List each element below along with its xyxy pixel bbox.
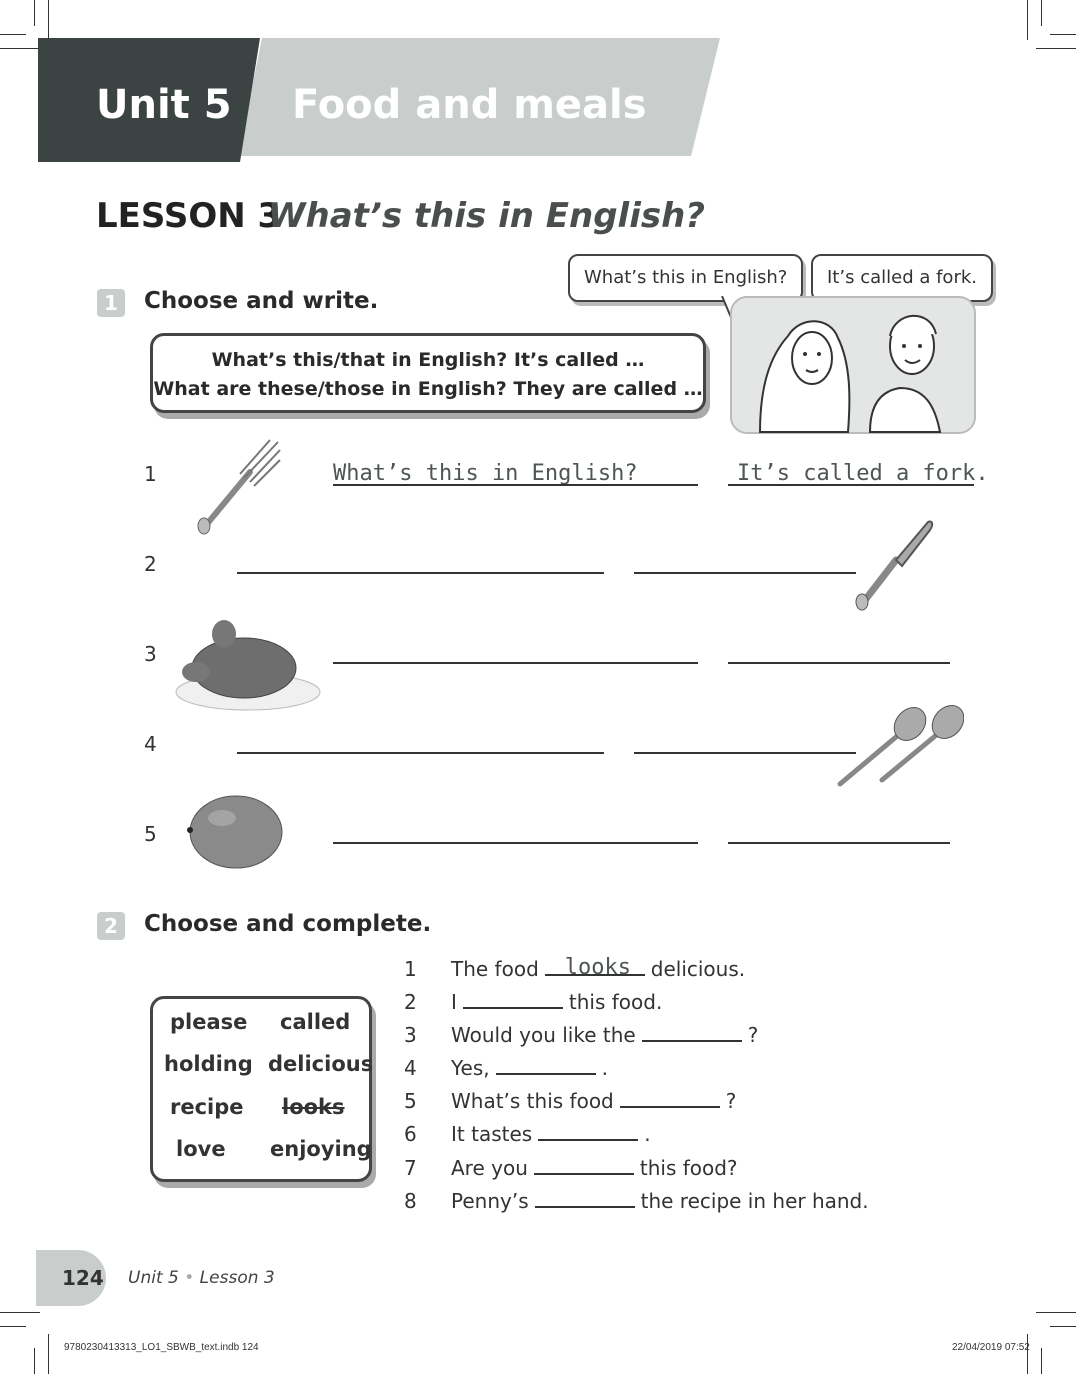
row-number: 2	[144, 552, 157, 576]
answer-line[interactable]	[333, 662, 698, 664]
sentence-2: I this food.	[451, 990, 663, 1014]
roast-chicken-icon	[168, 614, 322, 714]
blank-field[interactable]: looks	[545, 960, 645, 976]
lesson-title: What’s this in English?	[268, 196, 706, 236]
row-number: 3	[144, 642, 157, 666]
answer-line[interactable]	[333, 842, 698, 844]
blank-field[interactable]	[642, 1026, 742, 1042]
word-item: enjoying	[270, 1137, 372, 1161]
row-number: 1	[144, 462, 157, 486]
blank-field[interactable]	[496, 1059, 596, 1075]
blank-field[interactable]	[538, 1125, 638, 1141]
answer-line[interactable]	[728, 484, 974, 486]
phrase-box	[150, 333, 706, 413]
word-item: love	[176, 1137, 226, 1161]
unit-label: Unit 5	[96, 82, 232, 128]
word-item: holding	[164, 1052, 253, 1076]
crop-mark	[1041, 1348, 1042, 1374]
exercise-number: 1	[97, 289, 125, 317]
crop-mark	[1050, 34, 1076, 35]
word-item-crossed: looks	[282, 1095, 345, 1119]
blank-field[interactable]	[535, 1192, 635, 1208]
crop-mark	[1036, 48, 1076, 49]
answer-line[interactable]	[333, 484, 698, 486]
crop-mark	[48, 0, 49, 40]
answer-line[interactable]	[237, 572, 604, 574]
sentence-1: The food looks delicious.	[451, 955, 746, 981]
word-item: called	[280, 1010, 351, 1034]
word-item: recipe	[170, 1095, 244, 1119]
crop-mark	[0, 1312, 40, 1313]
sentence-number: 8	[404, 1189, 417, 1213]
sentence-number: 4	[404, 1056, 417, 1080]
speech-bubble-question: What’s this in English?	[568, 254, 803, 302]
page-number: 124	[62, 1266, 104, 1290]
crop-mark	[1027, 1334, 1028, 1374]
spoons-icon	[832, 702, 964, 790]
phrase-line-1: What’s this/that in English? It’s called …	[211, 349, 645, 371]
sentence-number: 2	[404, 990, 417, 1014]
exercise-title: Choose and write.	[144, 288, 379, 314]
blank-field[interactable]	[463, 993, 563, 1009]
sentence-number: 7	[404, 1156, 417, 1180]
crop-mark	[0, 34, 26, 35]
sentence-number: 3	[404, 1023, 417, 1047]
crop-mark	[0, 48, 40, 49]
crop-mark	[34, 0, 35, 26]
sentence-number: 6	[404, 1122, 417, 1146]
sentence-8: Penny’s the recipe in her hand.	[451, 1189, 869, 1213]
crop-mark	[1050, 1326, 1076, 1327]
crop-mark	[0, 1326, 26, 1327]
crop-mark	[48, 1334, 49, 1374]
print-date: 22/04/2019 07:52	[952, 1342, 1030, 1353]
children-illustration	[730, 296, 976, 434]
answer-line[interactable]	[634, 572, 856, 574]
sentence-4: Yes, .	[451, 1056, 609, 1080]
crop-mark	[1041, 0, 1042, 26]
blank-field[interactable]	[620, 1092, 720, 1108]
answer-question-1: What’s this in English?	[333, 461, 638, 486]
answer-line[interactable]	[634, 752, 856, 754]
word-item: delicious	[268, 1052, 374, 1076]
sentence-5: What’s this food ?	[451, 1089, 737, 1113]
exercise-title: Choose and complete.	[144, 911, 432, 937]
sentence-3: Would you like the ?	[451, 1023, 759, 1047]
lemon-icon	[186, 792, 286, 872]
crop-mark	[34, 1348, 35, 1374]
print-slug: 9780230413313_LO1_SBWB_text.indb 124	[64, 1342, 259, 1353]
answer-line[interactable]	[237, 752, 604, 754]
footer-reference: Unit 5 • Lesson 3	[128, 1268, 275, 1288]
sentence-7: Are you this food?	[451, 1156, 738, 1180]
row-number: 4	[144, 732, 157, 756]
knife-icon	[852, 516, 936, 612]
exercise-number: 2	[97, 912, 125, 940]
answer-reply-1: It’s called a fork.	[737, 461, 989, 486]
lesson-number: LESSON 3	[96, 196, 282, 236]
row-number: 5	[144, 822, 157, 846]
word-item: please	[170, 1010, 248, 1034]
crop-mark	[1027, 0, 1028, 40]
sentence-number: 1	[404, 957, 417, 981]
answer-line[interactable]	[728, 662, 950, 664]
sentence-6: It tastes .	[451, 1122, 651, 1146]
fork-icon	[192, 438, 284, 538]
answer-line[interactable]	[728, 842, 950, 844]
phrase-line-2: What are these/those in English? They are called …	[153, 378, 703, 400]
crop-mark	[1036, 1312, 1076, 1313]
sentence-number: 5	[404, 1089, 417, 1113]
blank-field[interactable]	[534, 1159, 634, 1175]
speech-bubble-answer: It’s called a fork.	[811, 254, 993, 302]
unit-title: Food and meals	[292, 82, 647, 128]
